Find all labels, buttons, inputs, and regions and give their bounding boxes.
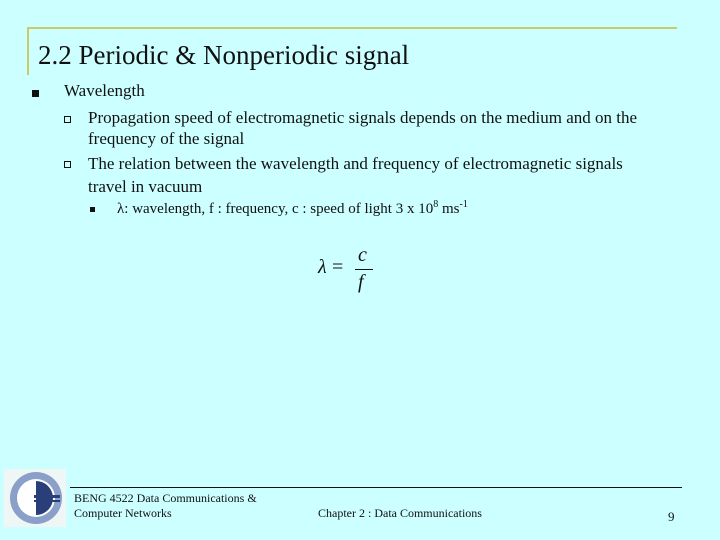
bullet-square-icon [32, 90, 39, 97]
university-logo [4, 469, 66, 527]
page-number: 9 [668, 509, 675, 524]
footer-chapter: Chapter 2 : Data Communications [318, 506, 482, 520]
footer-rule [70, 487, 682, 488]
slide-title: 2.2 Periodic & Nonperiodic signal [38, 40, 410, 70]
hollow-bullet-icon [64, 161, 71, 168]
formula-lambda: λ [318, 256, 327, 278]
bullet-square-small-icon [90, 207, 95, 212]
sub-bullet-1-line1: Propagation speed of electromagnetic signals depends on the medium and on the [88, 108, 638, 127]
wavelength-formula [318, 244, 388, 304]
formula-denominator: f [358, 271, 364, 293]
definitions-text: λ: wavelength, f : frequency, c : speed of light 3 x 10 [117, 201, 434, 217]
bullet-wavelength: Wavelength [64, 81, 145, 100]
footer-course-line2: Computer Networks [74, 506, 172, 520]
definitions-line [117, 199, 468, 219]
title-rule-vertical [27, 27, 29, 75]
formula-equals: = [332, 256, 344, 278]
sub-bullet-2-line2: travel in vacuum [88, 177, 203, 196]
formula-fraction-bar [355, 269, 373, 270]
sub-bullet-2-line1: The relation between the wavelength and frequency of electromagnetic signals [88, 154, 623, 173]
title-rule-horizontal [27, 27, 677, 29]
sub-bullet-1-line2: frequency of the signal [88, 129, 245, 148]
hollow-bullet-icon [64, 116, 71, 123]
exponent-minus-1: -1 [459, 199, 468, 210]
formula-numerator: c [358, 244, 367, 266]
exponent-8: 8 [433, 199, 439, 210]
definitions-unit: ms [438, 201, 460, 217]
footer-course-line1: BENG 4522 Data Communications & [74, 491, 257, 505]
